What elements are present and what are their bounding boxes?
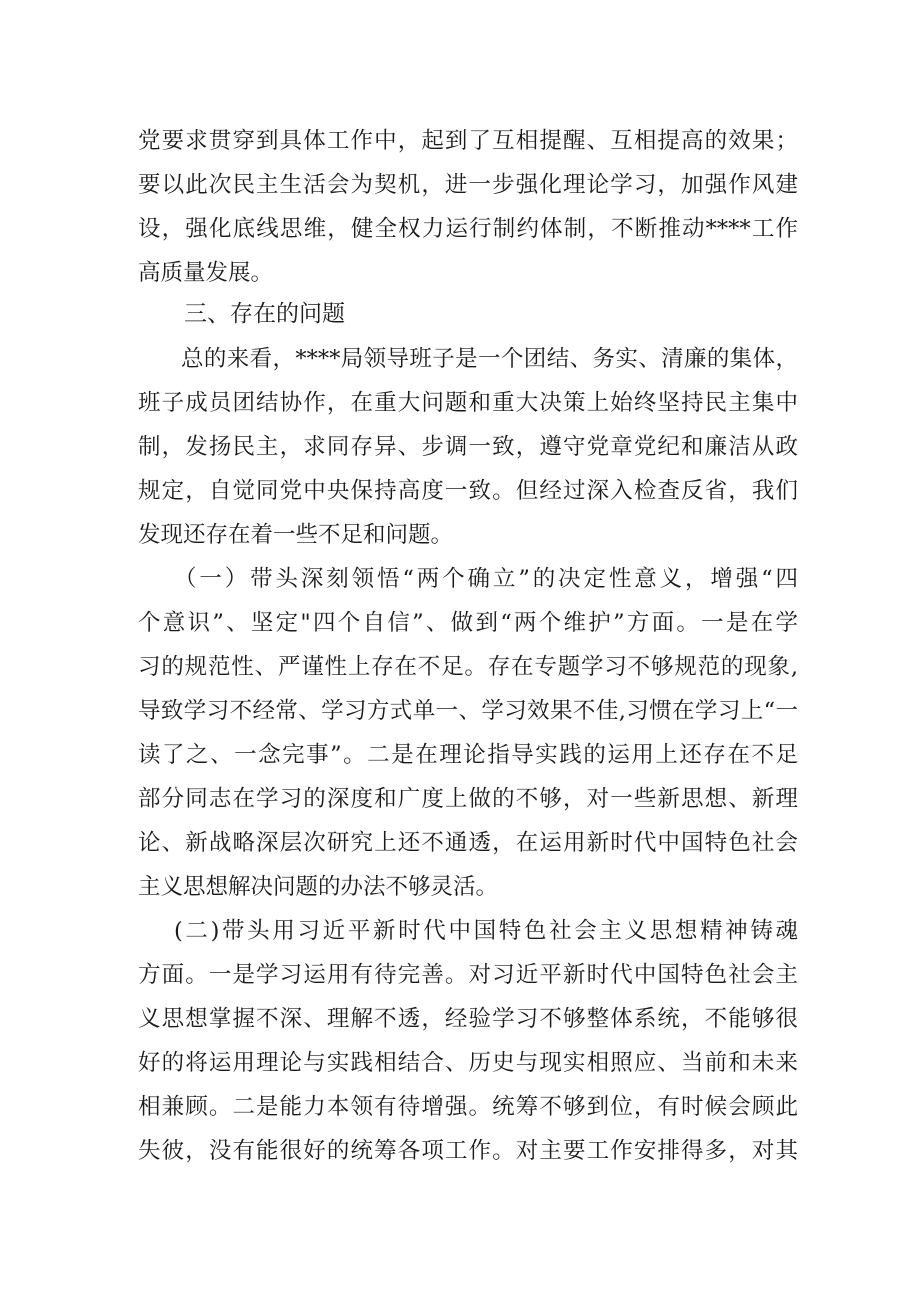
paragraph-line: 相兼顾。二是能力本领有待增强。统筹不够到位，有时候会顾此 <box>138 1094 798 1120</box>
paragraph-line: 设，强化底线思维，健全权力运行制约体制，不断推动****工作 <box>138 216 798 242</box>
paragraph-line: 导致学习不经常、学习方式单一、学习效果不佳,习惯在学习上“一 <box>138 698 798 724</box>
paragraph-line: 党要求贯穿到具体工作中，起到了互相提醒、互相提高的效果； <box>138 128 798 154</box>
paragraph-line: 论、新战略深层次研究上还不通透，在运用新时代中国特色社会 <box>138 830 798 856</box>
paragraph-line: 好的将运用理论与实践相结合、历史与现实相照应、当前和未来 <box>138 1050 798 1076</box>
paragraph-line: 方面。一是学习运用有待完善。对习近平新时代中国特色社会主 <box>138 962 798 988</box>
paragraph-line: 班子成员团结协作，在重大问题和重大决策上始终坚持民主集中 <box>138 390 798 416</box>
paragraph-line: 个意识”、坚定"四个自信”、做到“两个维护”方面。一是在学 <box>138 610 798 636</box>
paragraph-line: 制，发扬民主，求同存异、步调一致，遵守党章党纪和廉洁从政 <box>138 434 798 460</box>
paragraph-line: 高质量发展。 <box>138 260 274 286</box>
paragraph-line: 习的规范性、严谨性上存在不足。存在专题学习不够规范的现象, <box>138 654 798 680</box>
paragraph-line: 总的来看，****局领导班子是一个团结、务实、清廉的集体， <box>181 346 798 372</box>
paragraph-line: 要以此次民主生活会为契机，进一步强化理论学习，加强作风建 <box>138 172 798 198</box>
paragraph-line: 义思想掌握不深、理解不透，经验学习不够整体系统，不能够很 <box>138 1006 798 1032</box>
paragraph-line: 主义思想解决问题的办法不够灵活。 <box>138 874 499 900</box>
paragraph-line: （一）带头深刻领悟“两个确立”的决定性意义，增强“四 <box>174 566 798 592</box>
section-heading: 三、存在的问题 <box>184 301 345 327</box>
paragraph-line: 读了之、一念完事”。二是在理论指导实践的运用上还存在不足 <box>138 742 798 768</box>
paragraph-line: 发现还存在着一些不足和问题。 <box>138 522 454 548</box>
paragraph-line: 部分同志在学习的深度和广度上做的不够，对一些新思想、新理 <box>138 786 798 812</box>
paragraph-line: 失彼，没有能很好的统筹各项工作。对主要工作安排得多，对其 <box>138 1138 798 1164</box>
paragraph-line: 规定，自觉同党中央保持高度一致。但经过深入检查反省，我们 <box>138 478 798 504</box>
paragraph-line: (二)带头用习近平新时代中国特色社会主义思想精神铸魂 <box>174 918 798 944</box>
